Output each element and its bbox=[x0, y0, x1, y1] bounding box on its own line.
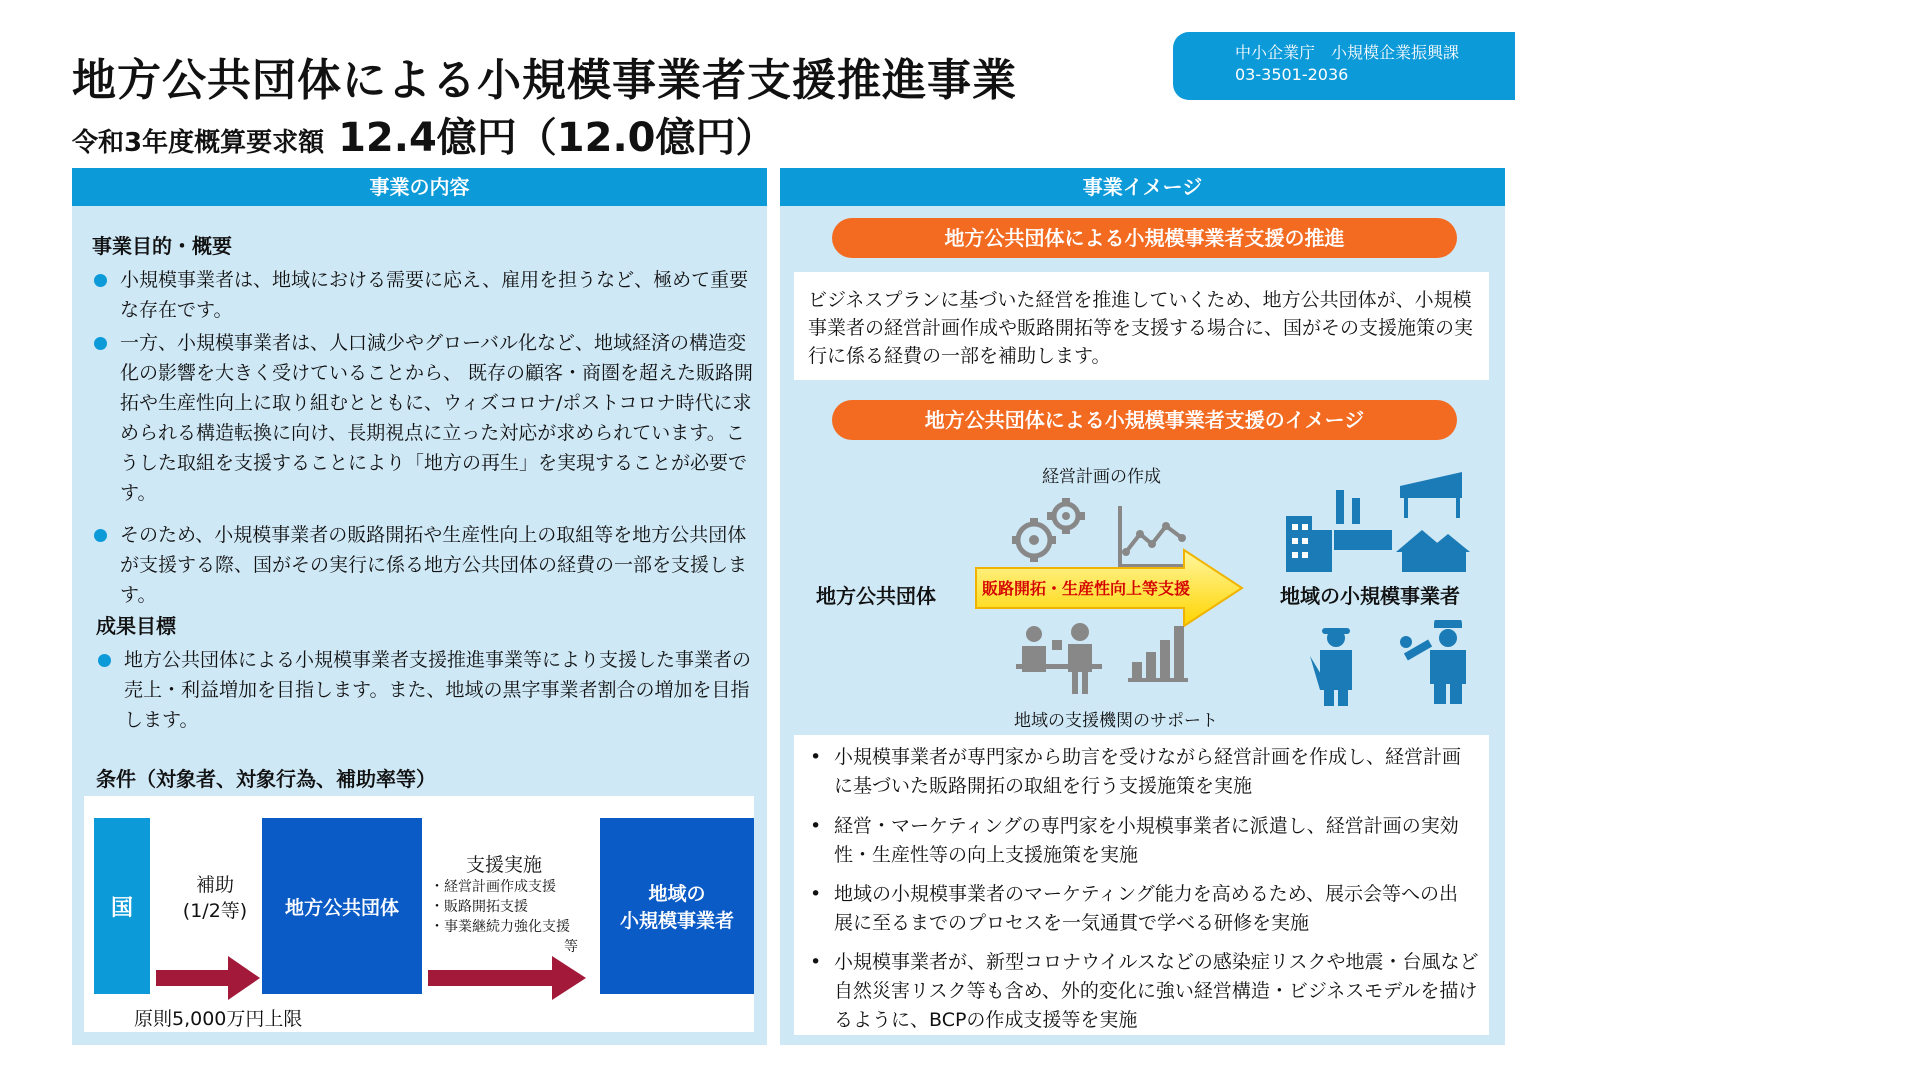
arrow-label: 販路開拓・生産性向上等支援 bbox=[982, 579, 1191, 598]
flow-diagram bbox=[84, 796, 754, 1032]
country-box: 国 bbox=[94, 818, 150, 994]
limit-note: 原則5,000万円上限 bbox=[134, 1008, 303, 1030]
budget-line bbox=[72, 106, 775, 163]
local-gov-box: 地方公共団体 bbox=[262, 818, 422, 994]
contact-org: 中小企業庁 小規模企業振興課 bbox=[1235, 43, 1460, 62]
contact-phone: 03-3501-2036 bbox=[1235, 65, 1349, 84]
image-title: 地方公共団体による小規模事業者支援のイメージ bbox=[832, 400, 1457, 440]
right-label: 地域の小規模事業者 bbox=[1280, 584, 1460, 608]
conditions-heading: 条件（対象者、対象行為、補助率等） bbox=[96, 767, 436, 791]
subsidy-arrow bbox=[156, 952, 262, 1004]
purpose-item: 一方、小規模事業者は、人口減少やグローバル化など、地域経済の構造変化の影響を大きく受けていることから、 既存の顧客・商圏を超えた販路開拓や生産性向上に取り組むとともに、ウィズコロナ/ポストコロナ時代に求められる構造転換に向け、長期視点に立った対応が求められています。こうした取組を支援することにより「地方の再生」を実現することが必要です。 bbox=[92, 328, 760, 508]
target-box bbox=[600, 818, 754, 994]
subsidy-label: 補助 bbox=[195, 874, 234, 896]
goal-item: 地方公共団体による小規模事業者支援推進事業等により支援した事業者の売上・利益増加を目指します。また、地域の黒字事業者割合の増加を目指します。 bbox=[96, 645, 760, 735]
subsidy-rate: (1/2等) bbox=[182, 900, 248, 922]
left-panel bbox=[72, 168, 767, 1045]
left-panel-heading: 事業の内容 bbox=[72, 168, 767, 206]
purpose-heading: 事業目的・概要 bbox=[92, 234, 232, 258]
fisherman-icon bbox=[1306, 626, 1372, 706]
support-org-label: 地域の支援機関のサポート bbox=[1014, 711, 1218, 731]
measure-item: • 小規模事業者が専門家から助言を受けながら経営計画を作成し、経営計画に基づいた販路開拓の取組を行う支援施策を実施 bbox=[802, 743, 1474, 801]
measure-item: • 経営・マーケティングの専門家を小規模事業者に派遣し、経営計画の実効性・生産性等の向上支援施策を実施 bbox=[802, 812, 1474, 870]
measure-item: • 小規模事業者が、新型コロナウイルスなどの感染症リスクや地震・台風など自然災害リスク等も含め、外的変化に強い経営構造・ビジネスモデルを描けるように、BCPの作成支援等を実施 bbox=[802, 948, 1482, 1035]
support-suffix: 等 bbox=[564, 939, 578, 955]
contact-box bbox=[1173, 32, 1515, 100]
measure-item: • 地域の小規模事業者のマーケティング能力を高めるため、展示会等への出展に至るまでのプロセスを一気通貫で学べる研修を実施 bbox=[802, 880, 1474, 938]
promo-text: ビジネスプランに基づいた経営を推進していくため、地方公共団体が、小規模事業者の経営計画作成や販路開拓等を支援する場合に、国がその支援施策の実行に係る経費の一部を補助します。 bbox=[808, 289, 1474, 367]
budget-label: 令和3年度概算要求額 bbox=[72, 128, 325, 158]
right-panel bbox=[780, 168, 1505, 1045]
support-item: ・経営計画作成支援 bbox=[430, 879, 556, 895]
bar-chart-icon bbox=[1126, 618, 1190, 692]
support-arrow bbox=[428, 952, 588, 1004]
plan-label: 経営計画の作成 bbox=[1042, 467, 1161, 487]
support-item: ・事業継続力強化支援 bbox=[430, 919, 570, 935]
purpose-item: そのため、小規模事業者の販路開拓や生産性向上の取組等を地方公共団体が支援する際、国がその実行に係る地方公共団体の経費の一部を支援します。 bbox=[92, 520, 760, 610]
promo-box bbox=[794, 272, 1489, 380]
promo-title: 地方公共団体による小規模事業者支援の推進 bbox=[832, 218, 1457, 258]
right-panel-heading: 事業イメージ bbox=[780, 168, 1505, 206]
support-item: ・販路開拓支援 bbox=[430, 899, 528, 915]
consultation-icon bbox=[1016, 620, 1102, 694]
worker-icon bbox=[1398, 620, 1478, 704]
target-line2: 小規模事業者 bbox=[619, 910, 734, 932]
support-label: 支援実施 bbox=[465, 854, 542, 876]
measures-box bbox=[794, 735, 1489, 1035]
purpose-item: 小規模事業者は、地域における需要に応え、雇用を担うなど、極めて重要な存在です。 bbox=[92, 265, 760, 325]
goal-heading: 成果目標 bbox=[96, 614, 176, 638]
left-label: 地方公共団体 bbox=[816, 584, 936, 608]
target-line1: 地域の bbox=[648, 883, 706, 905]
buildings-icon bbox=[1280, 468, 1490, 578]
page-title: 地方公共団体による小規模事業者支援推進事業 bbox=[72, 55, 1017, 106]
budget-amount: 12.4億円（12.0億円） bbox=[338, 115, 776, 161]
